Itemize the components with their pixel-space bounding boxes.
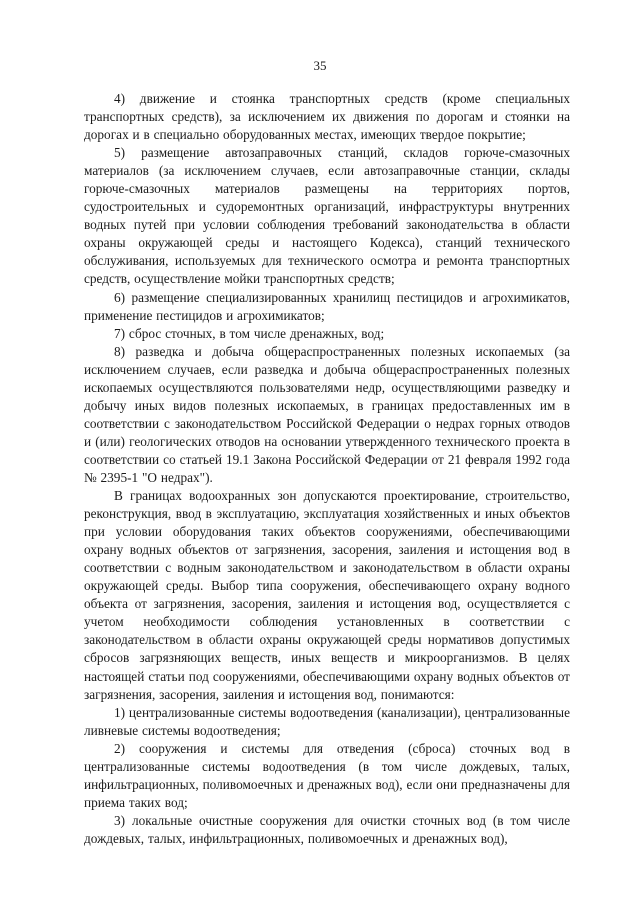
- document-body: [84, 90, 570, 848]
- paragraph-item-4: 4) движение и стоянка транспортных средств (кроме специальных транспортных средств), за исключением их движения по дорогам и стоянки на дорогах и в специально оборудованных местах, имеющих твердое покрытие;: [84, 91, 570, 143]
- paragraph-item-5: 5) размещение автозаправочных станций, складов горюче-смазочных материалов (за исключением случаев, если автозаправочные станции, склады горюче-смазочных материалов размещены на территориях портов, судостроительных и судоремонтных организаций, инфраструктуры внутренних водных путей при условии соблюдения требований законодательства в области охраны окружающей среды и настоящего Кодекса), станций технического обслуживания, используемых для технического осмотра и ремонта транспортных средств, осуществление мойки транспортных средств;: [84, 145, 570, 287]
- paragraph-sub-item-3: 3) локальные очистные сооружения для очистки сточных вод (в том числе дождевых, талых, инфильтрационных, поливомоечных и дренажных вод),: [84, 812, 570, 846]
- paragraph-sub-item-2: 2) сооружения и системы для отведения (сброса) сточных вод в централизованные системы водоотведения (в том числе дождевых, талых, инфильтрационных, поливомоечных и дренажных вод), если они предназначены для приема таких вод;: [84, 740, 570, 810]
- paragraph-item-8: 8) разведка и добыча общераспространенных полезных ископаемых (за исключением случаев, если разведка и добыча общераспространенных полезных ископаемых осуществляются пользователями недр, осуществляющими разведку и добычу иных видов полезных ископаемых, в границах предоставленных им в соответствии с законодательством Российской Федерации о недрах горных отводов и (или) геологических отводов на основании утвержденного технического проекта в соответствии со статьей 19.1 Закона Российской Федерации от 21 февраля 1992 года № 2395-1 "О недрах").: [84, 343, 570, 485]
- paragraph-item-7: 7) сброс сточных, в том числе дренажных, вод;: [114, 325, 385, 341]
- page-number: 35: [313, 58, 327, 73]
- paragraph-water-protection-zones: В границах водоохранных зон допускаются проектирование, строительство, реконструкция, ввод в эксплуатацию, эксплуатация хозяйственных и иных объектов при условии оборудования таких объектов сооружениями, обеспечивающими охрану водных объектов от загрязнения, засорения, заиления и истощения вод в соответствии с водным законодательством и законодательством в области охраны окружающей среды. Выбор типа сооружения, обеспечивающего охрану водного объекта от загрязнения, засорения, заиления и истощения вод, осуществляется с учетом необходимости соблюдения установленных в соответствии с законодательством в области охраны окружающей среды нормативов допустимых сбросов загрязняющих веществ, иных веществ и микроорганизмов. В целях настоящей статьи под сооружениями, обеспечивающими охрану водных объектов от загрязнения, засорения, заиления и истощения вод, понимаются:: [84, 488, 570, 702]
- paragraph-item-6: 6) размещение специализированных хранилищ пестицидов и агрохимикатов, применение пестицидов и агрохимикатов;: [84, 289, 570, 323]
- paragraph-sub-item-1: 1) централизованные системы водоотведения (канализации), централизованные ливневые системы водоотведения;: [84, 704, 570, 738]
